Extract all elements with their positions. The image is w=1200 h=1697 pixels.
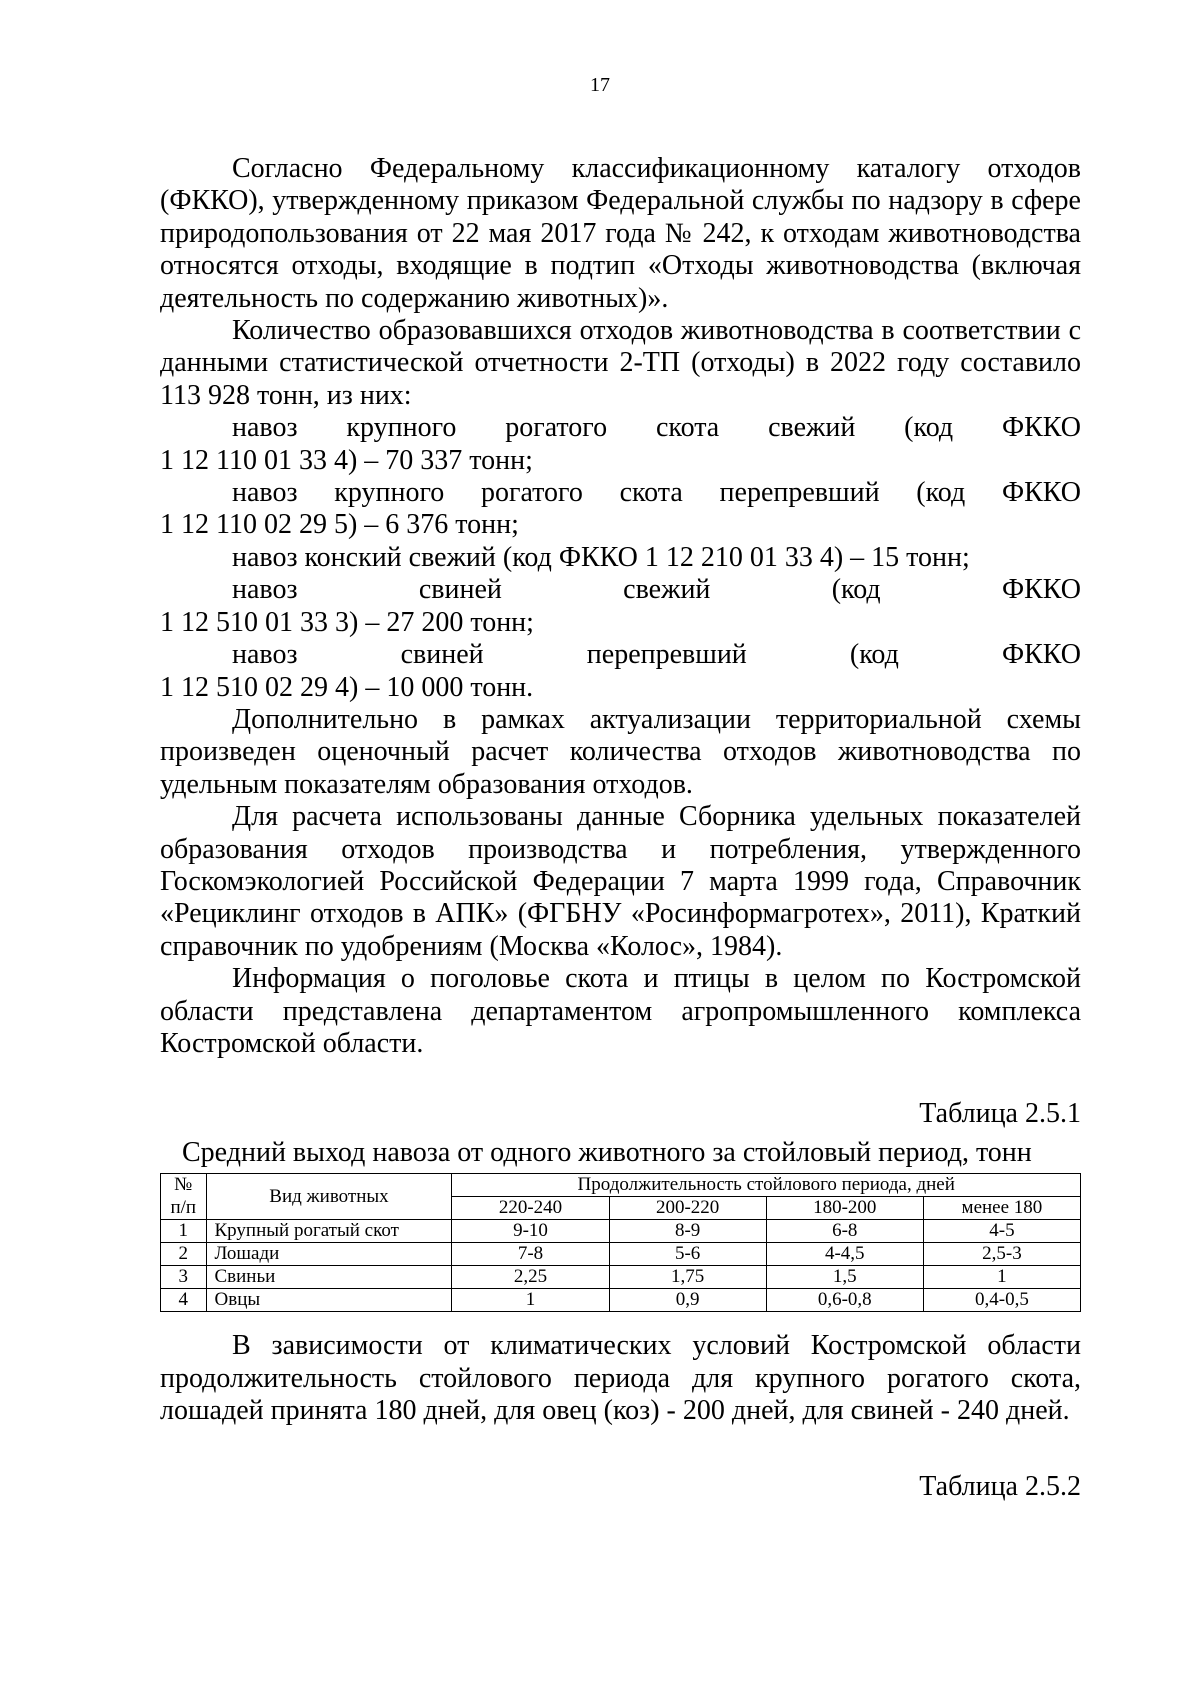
table-row — [161, 1266, 1081, 1289]
row-value: 5-6 — [609, 1243, 766, 1266]
list-item-continuation: 1 12 110 01 33 4) – 70 337 тонн; — [160, 444, 533, 476]
list-item-continuation: 1 12 510 01 33 3) – 27 200 тонн; — [160, 606, 534, 638]
row-value: 2,5-3 — [923, 1243, 1080, 1266]
row-value: 4-5 — [923, 1220, 1080, 1243]
paragraph-fkko: Согласно Федеральному классификационному каталогу отходов (ФККО), утвержденному приказом Федеральной службы по надзору в сфере природопользования от 22 мая 2017 года № 242, к отходам животноводства относятся отходы, входящие в подтип «Отходы животноводства (включая деятельность по содержанию животных)». — [160, 153, 1081, 314]
list-item-continuation: 1 12 510 02 29 4) – 10 000 тонн. — [160, 671, 534, 703]
list-item: навоз конский свежий (код ФККО 1 12 210 01 33 4) – 15 тонн; — [232, 541, 970, 573]
paragraph-livestock-info: Информация о поголовье скота и птицы в целом по Костромской области представлена департаментом агропромышленного комплекса Костромской области. — [160, 963, 1081, 1059]
row-value: 6-8 — [766, 1220, 923, 1243]
page-number: 17 — [590, 74, 610, 96]
row-number: 3 — [161, 1266, 207, 1289]
paragraph-sources: Для расчета использованы данные Сборника удельных показателей образования отходов производства и потребления, утвержденного Госкомэкологией Российской Федерации 7 марта 1999 года, Справочник «Рециклинг отходов в АПК» (ФГБНУ «Росинформагротех», 2011), Краткий справочник по удобрениям (Москва «Колос», 1984). — [160, 801, 1081, 962]
document-body — [160, 153, 1081, 1504]
row-value: 8-9 — [609, 1220, 766, 1243]
table-title: Средний выход навоза от одного животного за стойловый период, тонн — [182, 1136, 1032, 1168]
table-row — [161, 1243, 1081, 1266]
header-period-group: Продолжительность стойлового периода, дней — [452, 1174, 1081, 1197]
list-item: навоз крупного рогатого скота перепревший (код ФККО — [232, 477, 1081, 509]
row-value: 1 — [452, 1289, 609, 1312]
row-animal: Свиньи — [206, 1266, 452, 1289]
paragraph-stall-period: В зависимости от климатических условий Костромской области продолжительность стойлового периода для крупного рогатого скота, лошадей принята 180 дней, для овец (коз) - 200 дней, для свиней - 240 дней. — [160, 1330, 1081, 1426]
row-number: 4 — [161, 1289, 207, 1312]
row-value: 1,5 — [766, 1266, 923, 1289]
row-value: 0,9 — [609, 1289, 766, 1312]
header-col: менее 180 — [923, 1197, 1080, 1220]
header-col: 220-240 — [452, 1197, 609, 1220]
header-number: № — [161, 1174, 207, 1197]
header-animal: Вид животных — [206, 1174, 452, 1220]
row-value: 9-10 — [452, 1220, 609, 1243]
row-number: 1 — [161, 1220, 207, 1243]
list-item: навоз крупного рогатого скота свежий (код ФККО — [232, 412, 1081, 444]
row-animal: Овцы — [206, 1289, 452, 1312]
list-item-continuation: 1 12 110 02 29 5) – 6 376 тонн; — [160, 509, 519, 541]
row-value: 0,4-0,5 — [923, 1289, 1080, 1312]
row-animal: Крупный рогатый скот — [206, 1220, 452, 1243]
row-animal: Лошади — [206, 1243, 452, 1266]
row-value: 1,75 — [609, 1266, 766, 1289]
row-number: 2 — [161, 1243, 207, 1266]
list-item: навоз свиней перепревший (код ФККО — [232, 639, 1081, 671]
table-row — [161, 1289, 1081, 1312]
row-value: 1 — [923, 1266, 1080, 1289]
header-number-sub: п/п — [161, 1197, 207, 1220]
manure-output-table — [160, 1173, 1081, 1312]
row-value: 7-8 — [452, 1243, 609, 1266]
row-value: 2,25 — [452, 1266, 609, 1289]
table-label: Таблица 2.5.1 — [919, 1098, 1081, 1130]
row-value: 0,6-0,8 — [766, 1289, 923, 1312]
list-item: навоз свиней свежий (код ФККО — [232, 574, 1081, 606]
row-value: 4-4,5 — [766, 1243, 923, 1266]
table-row — [161, 1220, 1081, 1243]
paragraph-quantity: Количество образовавшихся отходов животноводства в соответствии с данными статистической отчетности 2-ТП (отходы) в 2022 году составило 113 928 тонн, из них: — [160, 315, 1081, 411]
table-label-next: Таблица 2.5.2 — [919, 1471, 1081, 1503]
header-col: 180-200 — [766, 1197, 923, 1220]
header-col: 200-220 — [609, 1197, 766, 1220]
paragraph-estimate: Дополнительно в рамках актуализации территориальной схемы произведен оценочный расчет количества отходов животноводства по удельным показателям образования отходов. — [160, 703, 1081, 800]
